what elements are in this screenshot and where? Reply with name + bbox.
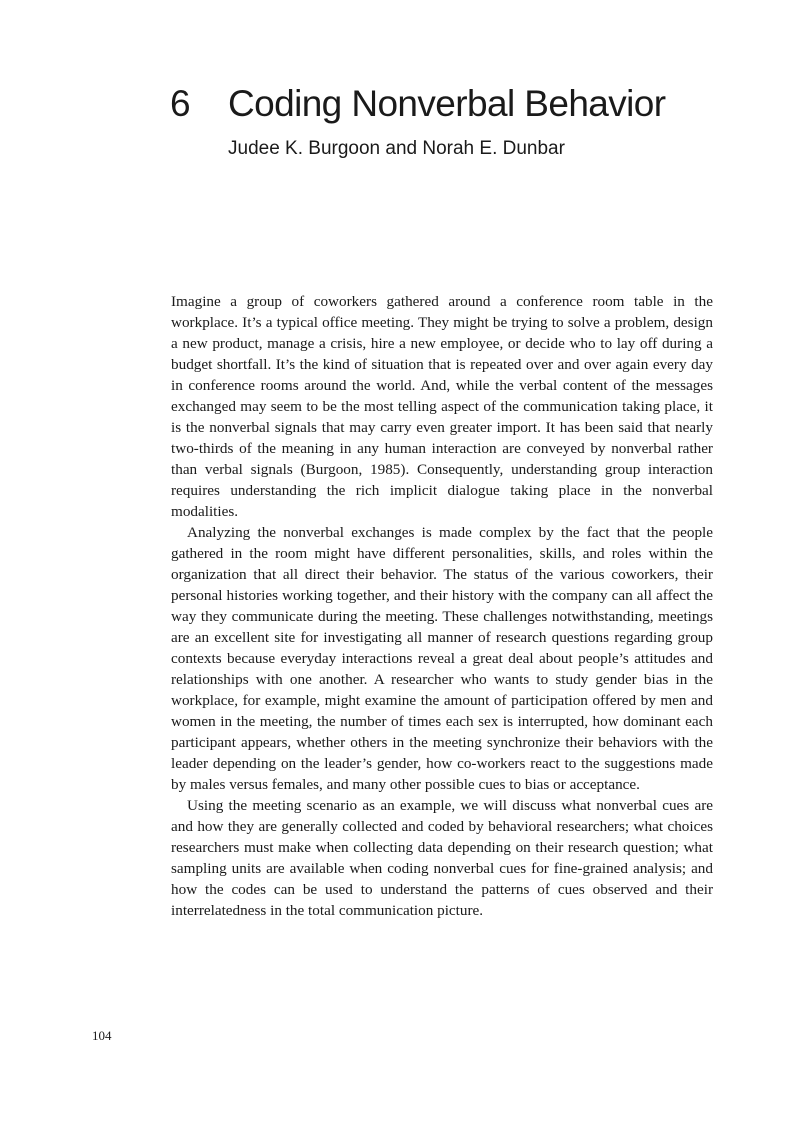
page-number: 104	[92, 1028, 112, 1043]
chapter-heading	[170, 82, 730, 162]
paragraph-3: Using the meeting scenario as an example, we will discuss what nonverbal cues are and how they are generally collected and coded by behavioral researchers; what choices researchers must make when collecting data depending on their research question; what sampling units are available when coding nonverbal cues for fine-grained analysis; and how the codes can be used to understand the patterns of cues observed and their interrelatedness in the total communication picture.	[171, 797, 713, 919]
chapter-title	[170, 82, 730, 126]
chapter-number: 6	[170, 83, 190, 124]
chapter-body	[171, 291, 713, 921]
chapter-title-text: Coding Nonverbal Behavior	[228, 83, 666, 124]
paragraph-2: Analyzing the nonverbal exchanges is made complex by the fact that the people gathered in the room might have different personalities, skills, and roles within the organization that all direct their behavior. The status of the various coworkers, their personal histories working together, and their history with the company can all affect the way they communicate during the meeting. These challenges notwithstanding, meetings are an excellent site for investigating all manner of research questions regarding group contexts because everyday interactions reveal a great deal about people’s attitudes and relationships with one another. A researcher who wants to study gender bias in the workplace, for example, might examine the amount of participation offered by men and women in the meeting, the number of times each sex is interrupted, how dominant each participant appears, whether others in the meeting synchronize their behaviors with the leader depending on the leader’s gender, how co-workers react to the suggestions made by males versus females, and many other possible cues to bias or acceptance.	[171, 524, 713, 793]
paragraph-1: Imagine a group of coworkers gathered around a conference room table in the workplace. It’s a typical office meeting. They might be trying to solve a problem, design a new product, manage a crisis, hire a new employee, or decide who to lay off during a budget shortfall. It’s the kind of situation that is repeated over and over again every day in conference rooms around the world. And, while the verbal content of the messages exchanged may seem to be the most telling aspect of the communication taking place, it is the nonverbal signals that may carry even greater import. It has been said that nearly two-thirds of the meaning in any human interaction are conveyed by nonverbal rather than verbal signals (Burgoon, 1985). Consequently, understanding group interaction requires understanding the rich implicit dialogue taking place in the nonverbal modalities.	[171, 293, 713, 520]
chapter-authors: Judee K. Burgoon and Norah E. Dunbar	[228, 138, 565, 159]
